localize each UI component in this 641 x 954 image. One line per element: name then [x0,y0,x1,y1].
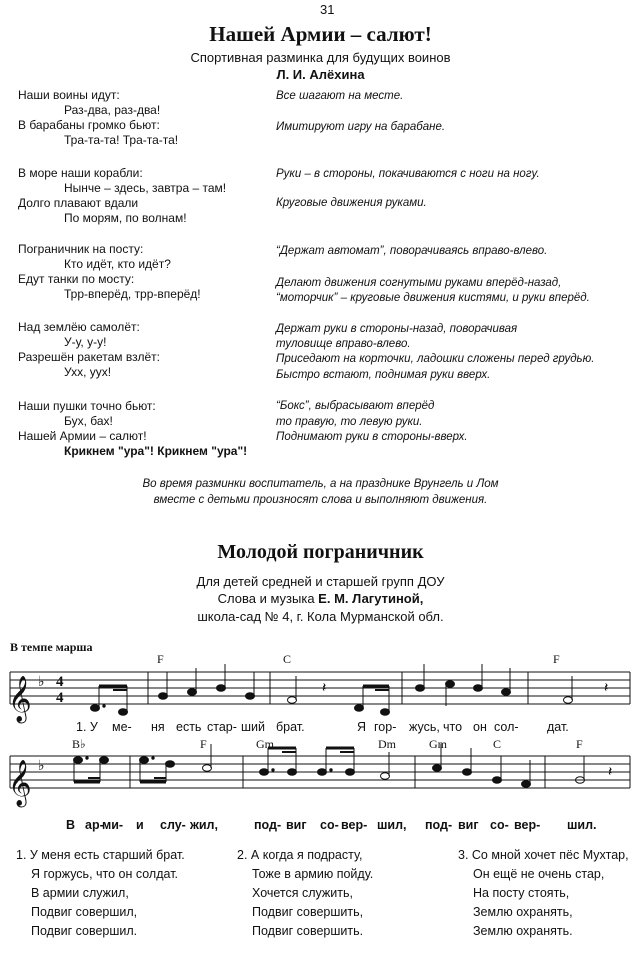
staff-1 [10,672,630,704]
lyric-syllable: гор- [374,720,397,734]
verse-line: Пограничник на посту: [18,242,144,256]
lyric-syllable: сол- [494,720,519,734]
verse-line: Над землёю самолёт: [18,320,140,334]
lyric-syllable: шил, [377,818,407,832]
note [166,761,175,768]
verse-line: В море наши корабли: [18,166,143,180]
direction: Быстро встают, поднимая руки вверх. [276,369,491,381]
direction: Имитируют игру на барабане. [276,121,446,133]
note [564,697,573,704]
note [463,769,472,776]
chord-symbol: Gm [429,737,447,751]
note [502,689,511,696]
note [522,781,531,788]
chord-symbol: F [200,737,207,751]
song2-title: Молодой пограничник [217,541,424,563]
lyric-syllable: ня [151,720,165,734]
stanza-line: 3. Со мной хочет пёс Мухтар, [458,848,629,862]
direction: туловище вправо-влево. [276,338,411,350]
lyric-syllable: ме- [112,720,132,734]
lyric-syllable: виг [286,818,307,832]
stanza-line: 1. У меня есть старший брат. [16,848,185,862]
direction: “Держат автомат”, поворачиваясь вправо-влево. [276,245,548,257]
lyric-syllable: со- [320,818,339,832]
note [159,693,168,700]
verse-line: Наши воины идут: [18,88,120,102]
lyric-syllable: дат. [547,720,569,734]
note [474,685,483,692]
note [288,697,297,704]
verse-line: Едут танки по мосту: [18,272,135,286]
stanza-line: Тоже в армию пойду. [252,867,374,881]
staff-2-notes [74,744,613,787]
treble-clef-icon: 𝄞 [8,760,32,806]
stanza-line: Он ещё не очень стар, [473,867,605,881]
note [381,773,390,780]
lyric-syllable: вер- [341,818,368,832]
verse-line: Нынче – здесь, завтра – там! [64,181,227,195]
lyric-syllable: стар- [207,720,237,734]
note [381,709,390,716]
rest-icon: 𝄽 [322,680,327,696]
lyric-syllable: со- [490,818,509,832]
song2-subtitle: Для детей средней и старшей групп ДОУ [196,574,445,589]
direction: Все шагают на месте. [276,90,404,102]
chord-symbol: C [493,737,502,751]
song1-author: Л. И. Алёхина [276,67,365,82]
lyric-syllable: жил, [190,818,218,832]
lyric-syllable: ар- [85,818,104,832]
note [288,769,297,776]
stanza-line: На посту стоять, [473,886,570,900]
lyric-syllable: В [66,818,76,832]
lyric-syllable: вер- [514,818,541,832]
credits-prefix: Слова и музыка [217,591,319,606]
direction: Круговые движения руками. [276,197,427,209]
note [140,757,149,764]
rest-icon: 𝄽 [608,764,613,780]
verse-line: У-у, у-у! [64,335,107,349]
note [246,693,255,700]
verse-line: По морям, по волнам! [64,211,187,225]
verse-line: Крикнем "ура"! Крикнем "ура"! [64,444,248,458]
verse-line: Долго плавают вдали [18,196,139,210]
verse-line: Бух, бах! [64,414,113,428]
note [493,777,502,784]
lyric-syllable: есть [176,720,202,734]
note [416,685,425,692]
stanza-line: Подвиг совершить. [252,924,364,938]
lyric-syllable: Я [357,720,367,734]
direction: “моторчик” – круговые движения кистями, и руки вперёд. [276,292,590,304]
lyric-syllable: под- [425,818,453,832]
stanza-3 [458,846,629,941]
direction: “Бокс”, выбрасывают вперёд [276,400,435,412]
lyric-syllable: 1. У [76,720,98,734]
lyric-syllable: жусь, [409,720,440,734]
song2-author: Е. М. Лагутиной, [318,591,424,606]
lyric-syllable: под- [254,818,282,832]
verse-line: Тра-та-та! Тра-та-та! [64,133,179,147]
tempo-marking: В темпе марша [10,640,93,654]
direction: Делают движения согнутыми руками вперёд-назад, [276,277,562,289]
stanza-line: 2. А когда я подрасту, [237,848,363,862]
stanza-1 [16,846,185,941]
note [346,769,355,776]
direction: Держат руки в стороны-назад, поворачивая [276,323,518,335]
chord-symbol: C [283,652,292,666]
direction: Руки – в стороны, покачиваются с ноги на ногу. [276,168,540,180]
note [260,769,269,776]
note-line: Во время разминки воспитатель, а на празднике Врунгель и Лом [142,478,499,490]
lyric-syllable: шил. [567,818,597,832]
direction: Приседают на корточки, ладошки сложены перед грудью. [276,353,595,365]
stanza-line: Я горжусь, что он солдат. [31,867,179,881]
verse-line: В барабаны громко бьют: [18,118,160,132]
note [91,705,100,712]
lyric-syllable: виг [458,818,479,832]
verse-line: Нашей Армии – салют! [18,429,147,443]
lyric-syllable: ми- [102,818,124,832]
lyric-syllable: что [443,720,463,734]
verse-line: Разрешён ракетам взлёт: [18,350,160,364]
note [318,769,327,776]
stanza-2 [237,846,373,941]
chord-symbol: F [576,737,583,751]
note [119,709,128,716]
verse-line: Ухх, уух! [64,365,112,379]
note [100,757,109,764]
note [188,689,197,696]
stanza-line: Землю охранять, [473,905,573,919]
time-sig-top: 4 [56,674,64,690]
time-sig-bottom: 4 [56,690,64,706]
flat-icon: ♭ [38,674,45,690]
stanza-line: Подвиг совершил. [31,924,138,938]
page-number: 31 [320,2,335,17]
song2-school: школа-сад № 4, г. Кола Мурманской обл. [197,609,444,624]
lyric-syllable: и [136,818,144,832]
verse-line: Раз-два, раз-два! [64,103,161,117]
chord-symbol: B♭ [72,737,86,751]
flat-icon: ♭ [38,758,45,774]
note [446,681,455,688]
rest-icon: 𝄽 [604,680,609,696]
note [203,765,212,772]
direction: Поднимают руки в стороны-вверх. [276,431,468,443]
lyric-syllable: слу- [160,818,186,832]
verse-line: Наши пушки точно бьют: [18,399,156,413]
stanza-line: Землю охранять. [473,924,573,938]
chord-symbol: Gm [256,737,274,751]
note [355,705,364,712]
treble-clef-icon: 𝄞 [8,676,32,722]
direction: то правую, то левую руки. [276,416,423,428]
note [74,757,83,764]
note-line: вместе с детьми произносят слова и выполняют движения. [153,494,488,506]
stanza-line: Хочется служить, [252,886,353,900]
song1-subtitle: Спортивная разминка для будущих воинов [190,50,451,65]
lyric-syllable: ший [241,720,265,734]
verse-line: Кто идёт, кто идёт? [64,257,171,271]
note [433,765,442,772]
chord-symbol: F [553,652,560,666]
lyric-syllable: брат. [276,720,305,734]
stanza-line: В армии служил, [31,886,129,900]
chord-symbol: F [157,652,164,666]
chord-symbol: Dm [378,737,396,751]
stanza-line: Подвиг совершил, [31,905,138,919]
song1-title: Нашей Армии – салют! [209,22,432,46]
lyric-syllable: он [473,720,487,734]
note [217,685,226,692]
verse-line: Трр-вперёд, трр-вперёд! [64,287,201,301]
stanza-line: Подвиг совершить, [252,905,364,919]
